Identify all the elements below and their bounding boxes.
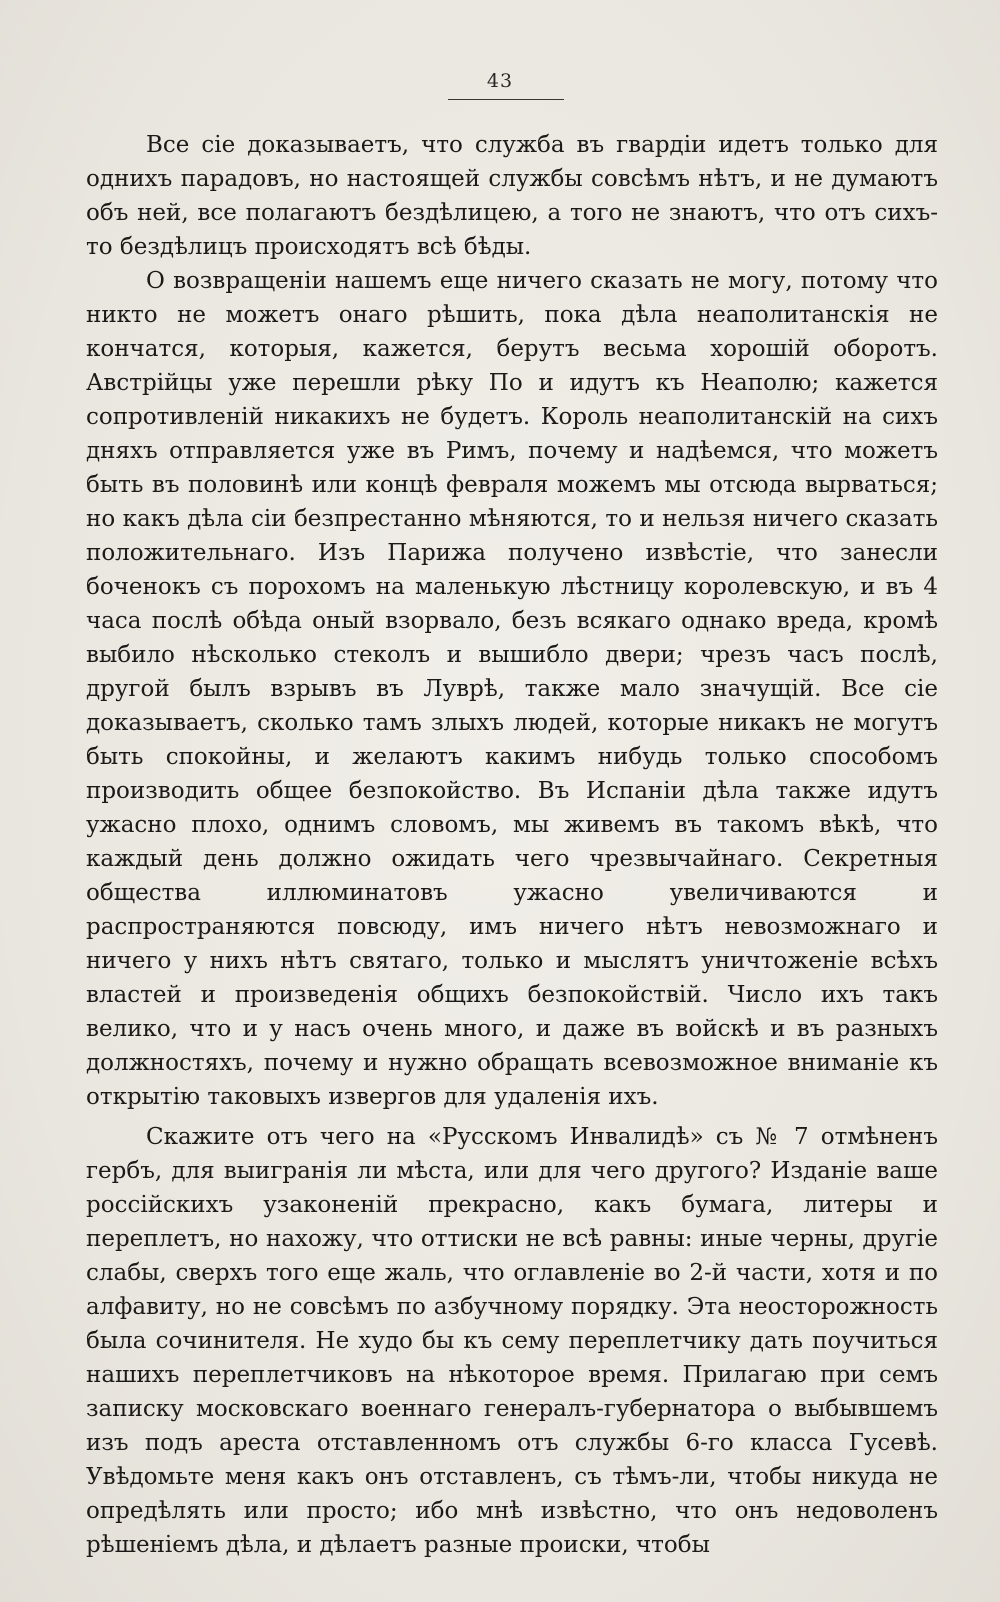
header-rule (448, 99, 564, 100)
paragraph-3: Скажите отъ чего на «Русскомъ Инвалидѣ» съ № 7 отмѣненъ гербъ, для выигранія ли мѣста, или для чего другого? Изданіе ваше россійскихъ узаконеній прекрасно, какъ бумага, литеры и переплетъ, но нахожу, что оттиски не всѣ равны: иные черны, другіе слабы, сверхъ того еще жаль, что оглавленіе во 2-й части, хотя и по алфавиту, но не совсѣмъ по азбучному порядку. Эта неосторожность была сочинителя. Не худо бы къ сему переплетчику дать поучиться нашихъ переплетчиковъ на нѣкоторое время. Прилагаю при семъ записку московскаго военнаго генералъ-губернатора о выбывшемъ изъ подъ ареста отставленномъ отъ службы 6-го класса Гусевѣ. Увѣдомьте меня какъ онъ отставленъ, съ тѣмъ-ли, чтобы никуда не опредѣлять или просто; ибо мнѣ извѣстно, что онъ недоволенъ рѣшеніемъ дѣла, и дѣлаетъ разные происки, чтобы (86, 1124, 938, 1558)
page-body-text (86, 128, 938, 1562)
paragraph-1: Все сіе доказываетъ, что служба въ гвардіи идетъ только для однихъ парадовъ, но настоящей службы совсѣмъ нѣтъ, и не думаютъ объ ней, все полагаютъ бездѣлицею, а того не знаютъ, что отъ сихъ-то бездѣлицъ происходятъ всѣ бѣды. (86, 132, 938, 260)
paragraph-2: О возвращеніи нашемъ еще ничего сказать не могу, потому что никто не можетъ онаго рѣшить, пока дѣла неаполитанскія не кончатся, которыя, кажется, берутъ весьма хорошій оборотъ. Австрійцы уже перешли рѣку По и идутъ къ Неаполю; кажется сопротивленій никакихъ не будетъ. Король неаполитанскій на сихъ дняхъ отправляется уже въ Римъ, почему и надѣемся, что можетъ быть въ половинѣ или концѣ февраля можемъ мы отсюда вырваться; но какъ дѣла сіи безпрестанно мѣняются, то и нельзя ничего сказать положительнаго. Изъ Парижа получено извѣстіе, что занесли боченокъ съ порохомъ на маленькую лѣстницу королевскую, и въ 4 часа послѣ обѣда оный взорвало, безъ всякаго однако вреда, кромѣ выбило нѣсколько стеколъ и вышибло двери; чрезъ часъ послѣ, другой былъ взрывъ въ Луврѣ, также мало значущій. Все сіе доказываетъ, сколько тамъ злыхъ людей, которые никакъ не могутъ быть спокойны, и желаютъ какимъ нибудь только способомъ производить общее безпокойство. Въ Испаніи дѣла также идутъ ужасно плохо, однимъ словомъ, мы живемъ въ такомъ вѣкѣ, что каждый день должно ожидать чего чрезвычайнаго. Секретныя общества иллюминатовъ ужасно увеличиваются и распространяются повсюду, имъ ничего нѣтъ невозможнаго и ничего у нихъ нѣтъ святаго, только и мыслятъ уничтоженіе всѣхъ властей и произведенія общихъ безпокойствій. Число ихъ такъ велико, что и у насъ очень много, и даже въ войскѣ и въ разныхъ должностяхъ, почему и нужно обращать всевозможное вниманіе къ открытію таковыхъ извергов для удаленія ихъ. (86, 268, 938, 1110)
page-number: 43 (486, 70, 514, 92)
